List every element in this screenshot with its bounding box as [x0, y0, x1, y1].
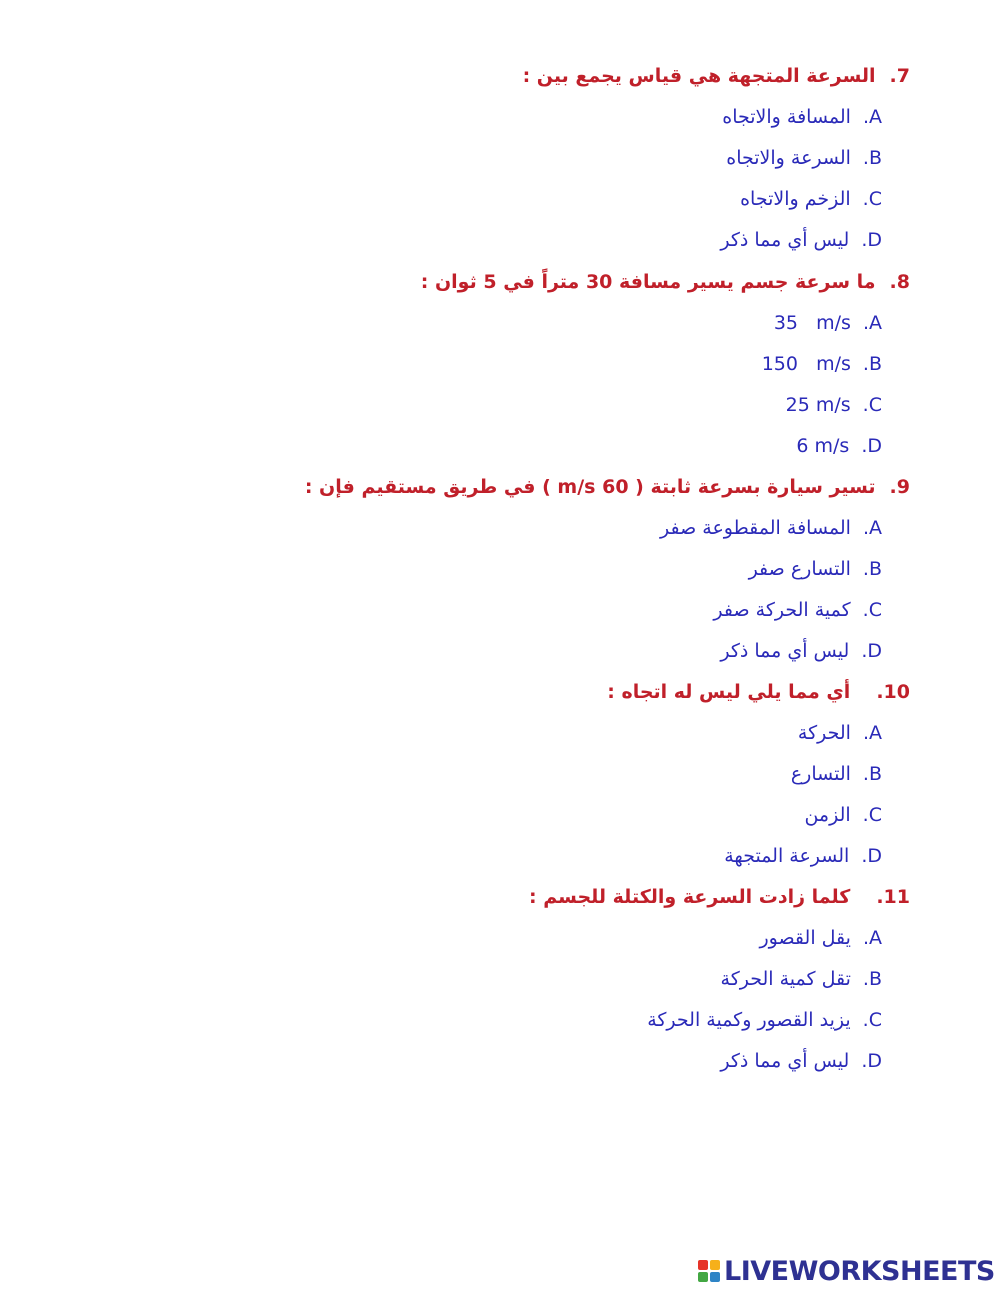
question-text: ما سرعة جسم يسير مسافة 30 متراً في 5 ثوان : [420, 271, 876, 293]
option-text: ليس أي مما ذكر [720, 229, 850, 251]
question-11 [529, 885, 910, 909]
logo-square-yellow [710, 1260, 720, 1270]
question-number: 9. [889, 476, 910, 498]
option-text: الحركة [797, 722, 851, 744]
option-letter: D. [861, 229, 882, 251]
option-9-b[interactable] [749, 557, 882, 581]
option-text: 35 m/s [773, 312, 851, 334]
option-text: التسارع صفر [748, 558, 851, 580]
logo-square-blue [710, 1272, 720, 1282]
option-8-a[interactable] [774, 311, 882, 335]
question-number: 10. [876, 681, 910, 703]
logo-square-red [698, 1260, 708, 1270]
question-8 [421, 270, 910, 294]
option-7-c[interactable] [740, 187, 882, 211]
option-letter: A. [862, 927, 882, 949]
option-8-d[interactable] [796, 434, 882, 458]
option-8-c[interactable] [786, 393, 882, 417]
option-10-c[interactable] [804, 803, 882, 827]
option-letter: D. [861, 435, 882, 457]
question-text: السرعة المتجهة هي قياس يجمع بين : [522, 65, 876, 87]
question-9 [305, 475, 910, 499]
option-text: السرعة والاتجاه [726, 147, 851, 169]
option-letter: C. [862, 188, 882, 210]
option-letter: B. [862, 968, 882, 990]
option-7-b[interactable] [726, 146, 882, 170]
question-7 [523, 64, 910, 88]
option-text: الزخم والاتجاه [740, 188, 851, 210]
option-letter: A. [862, 722, 882, 744]
option-7-d[interactable] [720, 228, 882, 252]
question-text: تسير سيارة بسرعة ثابتة ( 60 m/s ) في طريق مستقيم فإن : [304, 476, 876, 498]
option-letter: B. [862, 558, 882, 580]
option-letter: B. [862, 353, 882, 375]
option-text: كمية الحركة صفر [713, 599, 851, 621]
option-letter: D. [861, 1050, 882, 1072]
option-11-a[interactable] [759, 926, 882, 950]
logo-text: LIVEWORKSHEETS [724, 1255, 995, 1287]
option-letter: B. [862, 147, 882, 169]
option-letter: C. [862, 804, 882, 826]
option-10-d[interactable] [724, 844, 882, 868]
option-text: المسافة المقطوعة صفر [659, 517, 851, 539]
question-text: أي مما يلي ليس له اتجاه : [607, 681, 851, 703]
option-text: تقل كمية الحركة [720, 968, 851, 990]
option-text: ليس أي مما ذكر [720, 640, 850, 662]
option-9-a[interactable] [660, 516, 882, 540]
logo-square-green [698, 1272, 708, 1282]
option-letter: A. [862, 106, 882, 128]
option-8-b[interactable] [762, 352, 882, 376]
option-10-a[interactable] [798, 721, 882, 745]
option-text: 25 m/s [785, 394, 851, 416]
liveworksheets-logo-icon [698, 1260, 720, 1282]
option-letter: A. [862, 517, 882, 539]
option-7-a[interactable] [722, 105, 882, 129]
option-text: يزيد القصور وكمية الحركة [647, 1009, 851, 1031]
option-text: 6 m/s [796, 435, 850, 457]
option-text: المسافة والاتجاه [722, 106, 851, 128]
option-11-d[interactable] [720, 1049, 882, 1073]
option-text: 150 m/s [761, 353, 851, 375]
option-letter: D. [861, 640, 882, 662]
option-text: الزمن [804, 804, 851, 826]
liveworksheets-logo[interactable] [698, 1255, 995, 1287]
option-text: السرعة المتجهة [724, 845, 850, 867]
question-10 [607, 680, 910, 704]
option-11-b[interactable] [721, 967, 882, 991]
option-letter: A. [862, 312, 882, 334]
option-letter: B. [862, 763, 882, 785]
option-letter: D. [861, 845, 882, 867]
option-11-c[interactable] [647, 1008, 882, 1032]
option-text: يقل القصور [759, 927, 851, 949]
option-text: التسارع [790, 763, 851, 785]
question-number: 7. [889, 65, 910, 87]
question-number: 11. [876, 886, 910, 908]
question-text: كلما زادت السرعة والكتلة للجسم : [529, 886, 851, 908]
option-letter: C. [862, 1009, 882, 1031]
option-letter: C. [862, 599, 882, 621]
option-9-d[interactable] [720, 639, 882, 663]
option-text: ليس أي مما ذكر [720, 1050, 850, 1072]
question-number: 8. [889, 271, 910, 293]
option-letter: C. [862, 394, 882, 416]
option-10-b[interactable] [791, 762, 882, 786]
option-9-c[interactable] [713, 598, 882, 622]
